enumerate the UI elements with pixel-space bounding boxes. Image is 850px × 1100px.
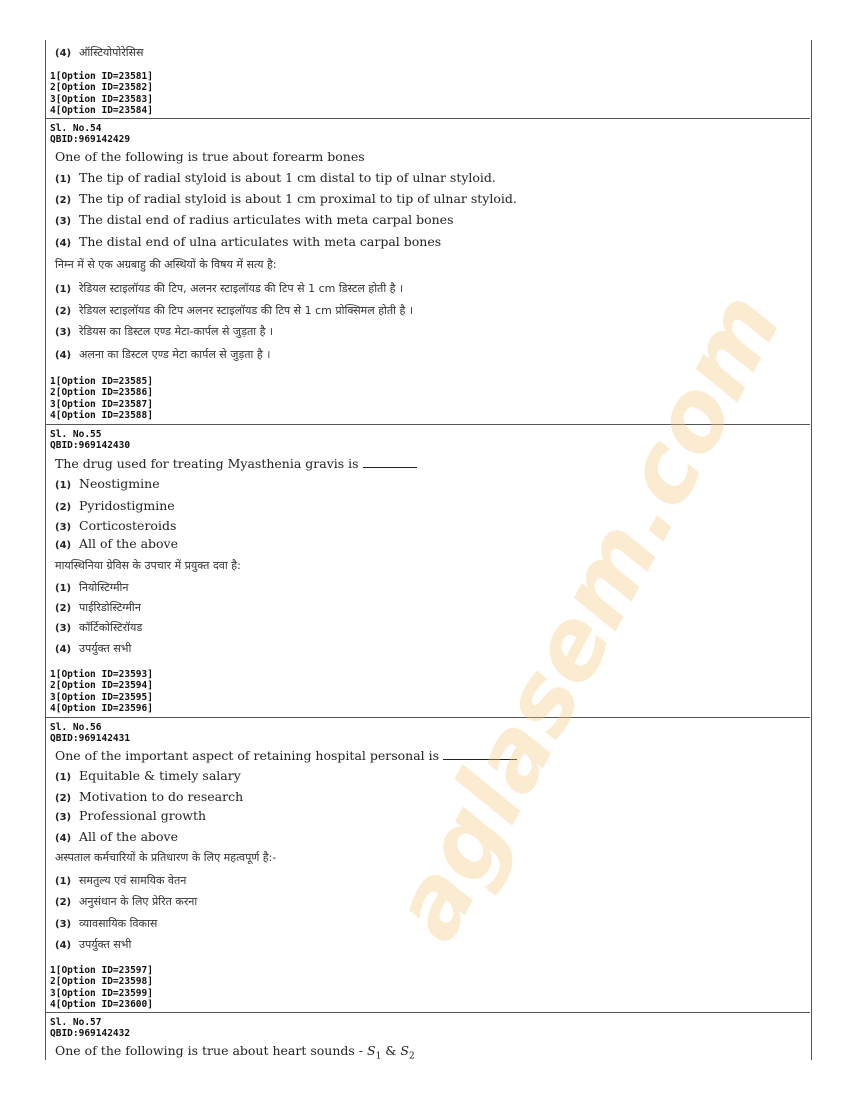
option-id: 4[Option ID=23600] <box>50 998 153 1010</box>
question-header <box>50 123 130 146</box>
question-54 <box>45 119 810 424</box>
option-number: (1) <box>55 583 72 594</box>
option-hi-4 <box>55 44 143 60</box>
option-text: रेडियस का डिस्टल एण्ड मेटा-कार्पल से जुड़ता है । <box>79 325 274 338</box>
answer-blank <box>443 747 517 760</box>
option-id: 3[Option ID=23595] <box>50 691 153 703</box>
option-number: (4) <box>55 833 72 844</box>
option-number: (3) <box>55 919 72 930</box>
question-text-hi: अस्पताल कर्मचारियों के प्रतिधारण के लिए महत्वपूर्ण है:- <box>55 851 277 864</box>
question-text-hi: मायस्थिनिया ग्रेविस के उपचार में प्रयुक्त दवा है: <box>55 559 241 572</box>
option-number: (2) <box>55 603 72 614</box>
option-number: (2) <box>55 502 72 513</box>
option-number: (2) <box>55 195 72 206</box>
option-text: नियोस्टिग्मीन <box>79 581 129 594</box>
option-number: (4) <box>55 940 72 951</box>
option-hi-4 <box>55 936 131 952</box>
option-number: (2) <box>55 793 72 804</box>
option-en-1 <box>55 476 160 491</box>
qbid: QBID:969142429 <box>50 134 131 146</box>
question-53-tail <box>45 40 810 118</box>
question-header <box>50 429 130 452</box>
option-number: (2) <box>55 306 72 317</box>
option-text: Professional growth <box>79 808 207 823</box>
option-en-1 <box>55 768 241 783</box>
option-id: 2[Option ID=23598] <box>50 976 153 988</box>
question-text-en <box>55 1043 415 1062</box>
option-hi-3 <box>55 323 273 339</box>
option-en-2 <box>55 191 517 206</box>
option-en-1 <box>55 170 496 185</box>
option-text: The distal end of ulna articulates with meta carpal bones <box>79 234 442 249</box>
option-id-list <box>50 669 153 714</box>
option-number: (4) <box>55 644 72 655</box>
option-number: (3) <box>55 812 72 823</box>
option-id: 3[Option ID=23583] <box>50 93 153 105</box>
option-text: रेडियल स्टाइलॉयड की टिप, अलनर स्टाइलॉयड की टिप से 1 cm डिस्टल होती है । <box>79 282 404 295</box>
option-text: व्यावसायिक विकास <box>79 917 158 930</box>
option-number: (3) <box>55 216 72 227</box>
s-symbol: S <box>366 1043 376 1058</box>
s-symbol: S <box>400 1043 409 1058</box>
option-number: (4) <box>55 238 72 249</box>
option-id-list <box>50 376 153 421</box>
option-text: The tip of radial styloid is about 1 cm distal to tip of ulnar styloid. <box>79 170 496 185</box>
option-en-2 <box>55 498 175 513</box>
option-en-4 <box>55 536 178 551</box>
question-header <box>50 1017 130 1040</box>
option-number: (1) <box>55 876 72 887</box>
option-number: (1) <box>55 480 72 491</box>
qbid: QBID:969142432 <box>50 1028 131 1040</box>
option-en-3 <box>55 808 206 823</box>
question-text: The drug used for treating Myasthenia gravis is <box>55 456 359 471</box>
option-en-4 <box>55 829 178 844</box>
option-text: All of the above <box>79 829 179 844</box>
qbid: QBID:969142430 <box>50 440 131 452</box>
option-hi-4 <box>55 640 131 656</box>
option-text: पाईरिडोस्टिग्मीन <box>79 601 141 614</box>
option-id: 3[Option ID=23599] <box>50 987 153 999</box>
option-number: (4) <box>55 540 72 551</box>
option-number: (2) <box>55 897 72 908</box>
option-text: ऑस्टियोपोरेसिस <box>79 46 144 59</box>
option-id-list <box>50 965 153 1010</box>
option-number: (1) <box>55 174 72 185</box>
ampersand: & <box>385 1043 397 1058</box>
option-text: Corticosteroids <box>79 518 177 533</box>
question-text-en: One of the following is true about forearm bones <box>55 149 365 164</box>
option-text: All of the above <box>79 536 179 551</box>
option-text: अलना का डिस्टल एण्ड मेटा कार्पल से जुड़ता है । <box>79 348 271 361</box>
question-text-en <box>55 747 517 763</box>
watermark: aglasem.com <box>369 275 804 957</box>
option-id: 2[Option ID=23586] <box>50 387 153 399</box>
option-text: Pyridostigmine <box>79 498 175 513</box>
option-text: अनुसंधान के लिए प्रेरित करना <box>79 895 198 908</box>
option-hi-1 <box>55 872 186 888</box>
option-id: 1[Option ID=23597] <box>50 965 153 976</box>
heart-sound-s1 <box>366 1043 382 1062</box>
option-text: Equitable & timely salary <box>79 768 241 783</box>
option-text: रेडियल स्टाइलॉयड की टिप अलनर स्टाइलॉयड की टिप से 1 cm प्रोक्सिमल होती है । <box>79 304 414 317</box>
question-57 <box>45 1013 810 1063</box>
option-number: (3) <box>55 327 72 338</box>
question-56 <box>45 718 810 1012</box>
question-55 <box>45 425 810 717</box>
answer-blank <box>363 455 417 468</box>
option-text: उपर्युक्त सभी <box>79 938 132 951</box>
option-hi-2 <box>55 893 197 909</box>
option-text: The tip of radial styloid is about 1 cm proximal to tip of ulnar styloid. <box>79 191 517 206</box>
option-text: The distal end of radius articulates with meta carpal bones <box>79 212 454 227</box>
subscript: 1 <box>375 1051 382 1062</box>
serial-number: Sl. No.55 <box>50 429 102 440</box>
option-id: 2[Option ID=23582] <box>50 82 153 94</box>
option-id: 2[Option ID=23594] <box>50 680 153 692</box>
option-hi-2 <box>55 599 141 615</box>
option-hi-1 <box>55 280 403 296</box>
question-text-hi: निम्न में से एक अग्रबाहु की अस्थियों के विषय में सत्य है: <box>55 258 277 271</box>
option-number: (1) <box>55 284 72 295</box>
option-id: 4[Option ID=23588] <box>50 409 153 421</box>
option-en-2 <box>55 789 243 804</box>
option-id-list <box>50 71 153 116</box>
option-id: 3[Option ID=23587] <box>50 398 153 410</box>
option-text: उपर्युक्त सभी <box>79 642 132 655</box>
option-en-4 <box>55 234 441 249</box>
option-id: 1[Option ID=23593] <box>50 669 153 680</box>
option-en-3 <box>55 518 176 533</box>
option-text: कॉर्टिकोस्टिरॉयड <box>79 621 143 634</box>
option-text: समतुल्य एवं सामयिक वेतन <box>79 874 187 887</box>
option-text: Neostigmine <box>79 476 160 491</box>
subscript: 2 <box>408 1051 415 1062</box>
option-hi-3 <box>55 915 157 931</box>
option-id: 4[Option ID=23584] <box>50 104 153 116</box>
question-text-en <box>55 455 417 471</box>
option-id: 1[Option ID=23585] <box>50 376 153 387</box>
option-hi-2 <box>55 302 413 318</box>
serial-number: Sl. No.54 <box>50 123 102 134</box>
heart-sound-s2 <box>400 1043 415 1062</box>
question-header <box>50 722 130 745</box>
option-number: (3) <box>55 623 72 634</box>
option-hi-1 <box>55 579 128 595</box>
option-id: 4[Option ID=23596] <box>50 702 153 714</box>
question-text: One of the following is true about heart sounds - <box>55 1043 363 1058</box>
option-hi-4 <box>55 346 270 362</box>
option-number: (3) <box>55 522 72 533</box>
option-en-3 <box>55 212 453 227</box>
serial-number: Sl. No.57 <box>50 1017 102 1028</box>
option-hi-3 <box>55 619 142 635</box>
option-number: (4) <box>55 48 72 59</box>
option-text: Motivation to do research <box>79 789 244 804</box>
option-number: (1) <box>55 772 72 783</box>
qbid: QBID:969142431 <box>50 733 131 745</box>
serial-number: Sl. No.56 <box>50 722 102 733</box>
question-text: One of the important aspect of retaining hospital personal is <box>55 748 440 763</box>
option-id: 1[Option ID=23581] <box>50 71 153 82</box>
option-number: (4) <box>55 350 72 361</box>
